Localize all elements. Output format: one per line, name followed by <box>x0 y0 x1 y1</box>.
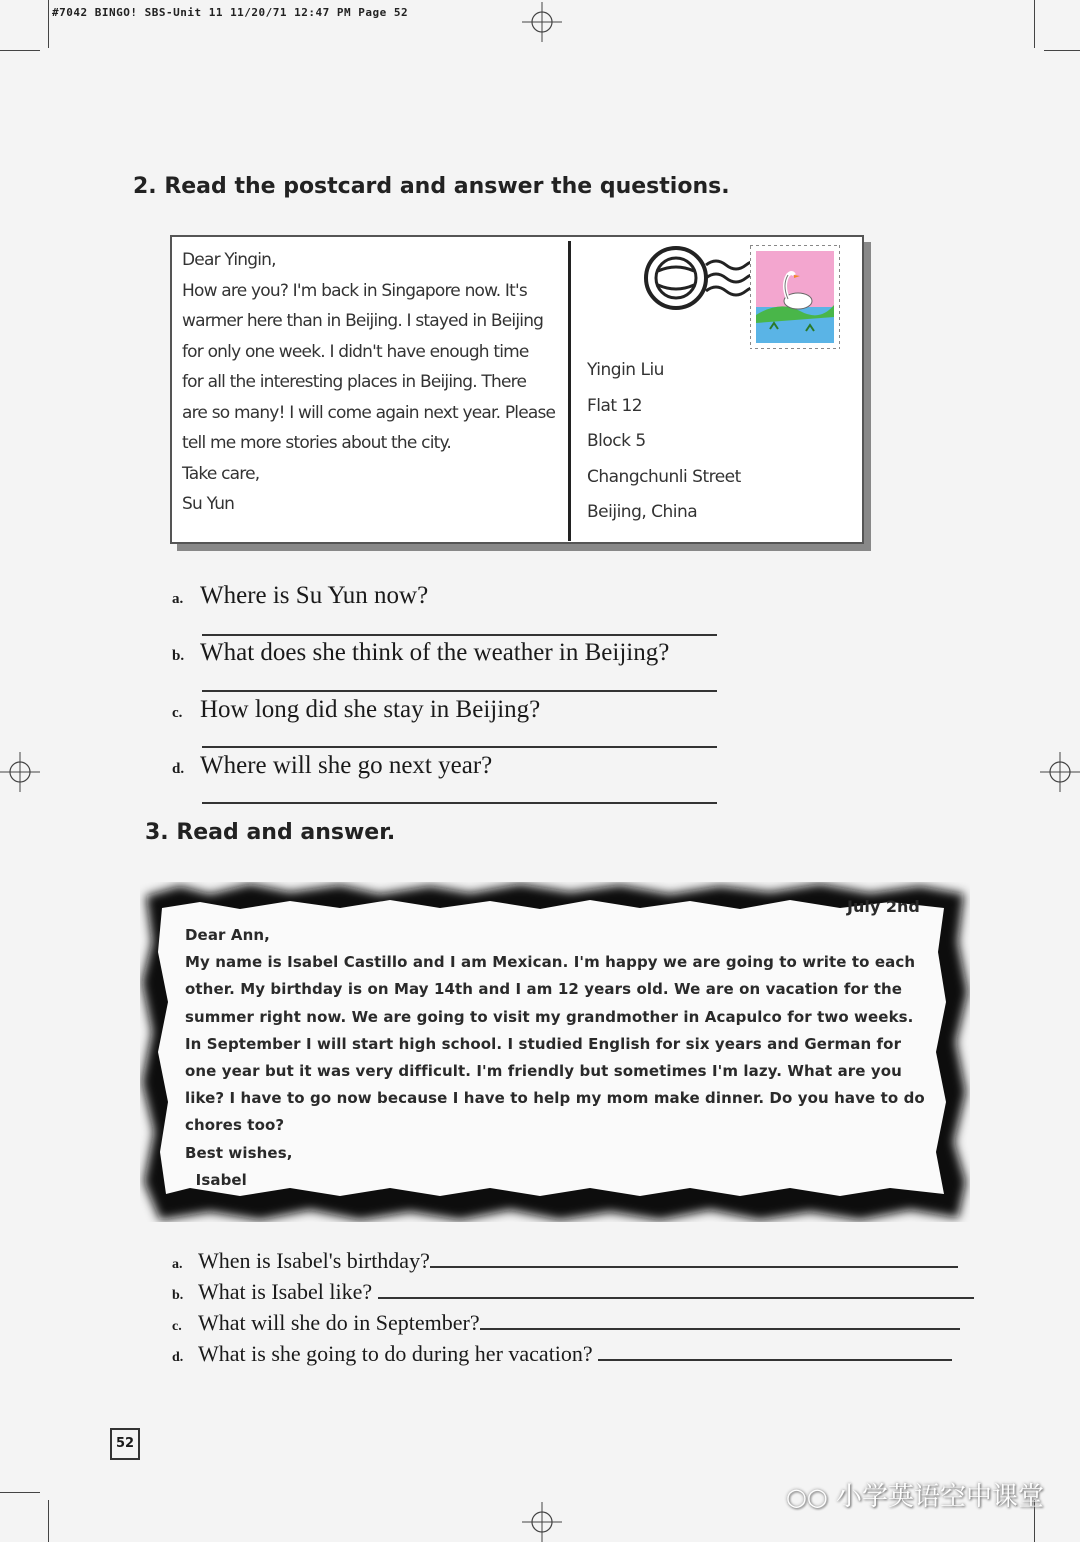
question-text: What will she do in September? <box>198 1310 480 1335</box>
letter-line: like? I have to go now because I have to help my mom make dinner. Do you have to do <box>185 1089 925 1108</box>
crop-mark <box>1034 0 1035 48</box>
letter-line: summer right now. We are going to visit my grandmother in Acapulco for two weeks. <box>185 1007 914 1026</box>
address-line: Beijing, China <box>587 502 698 522</box>
postcard-line: for only one week. I didn't have enough time <box>182 341 529 362</box>
question-letter: a. <box>172 1257 183 1272</box>
question-letter: a. <box>172 591 184 607</box>
registration-mark-icon <box>522 1502 562 1542</box>
question-letter: b. <box>172 1288 184 1303</box>
question-letter: c. <box>172 1319 182 1334</box>
registration-mark-icon <box>0 752 40 792</box>
wechat-icon: ○○ <box>785 1483 828 1511</box>
answer-line[interactable] <box>202 634 717 636</box>
letter-line: Best wishes, <box>185 1143 293 1162</box>
question-letter: d. <box>172 761 185 777</box>
question-letter: b. <box>172 648 185 664</box>
question-text: What is she going to do during her vacation? <box>198 1341 593 1366</box>
letter-line: other. My birthday is on May 14th and I am 12 years old. We are on vacation for the <box>185 980 903 999</box>
question-row <box>172 696 540 724</box>
isabel-letter <box>185 922 930 1194</box>
letter-line: My name is Isabel Castillo and I am Mexican. I'm happy we are going to write to each <box>185 953 916 972</box>
question-text: Where will she go next year? <box>200 752 493 779</box>
crop-mark <box>48 0 49 48</box>
crop-mark <box>1044 50 1080 51</box>
crop-mark <box>0 50 40 51</box>
question-letter: c. <box>172 705 183 721</box>
postcard-line: for all the interesting places in Beijing. There <box>182 372 527 392</box>
answer-line[interactable] <box>202 746 717 748</box>
answer-line[interactable] <box>598 1339 952 1361</box>
section-2-heading: 2. Read the postcard and answer the questions. <box>133 174 730 199</box>
letter-line: one year but it was very difficult. I'm friendly but sometimes I'm lazy. What are you <box>185 1062 902 1081</box>
answer-line[interactable] <box>378 1277 974 1299</box>
address-line: Yingin Liu <box>587 360 664 380</box>
letter-line: chores too? <box>185 1116 285 1135</box>
letter-line: Dear Ann, <box>185 926 270 944</box>
postcard-line: Su Yun <box>182 494 235 514</box>
postcard-line: warmer here than in Beijing. I stayed in Beijing <box>182 311 544 331</box>
postcard-line: tell me more stories about the city. <box>182 433 451 453</box>
letter-line: Isabel <box>185 1170 247 1189</box>
postcard-message <box>182 245 562 520</box>
letter-date: July 2nd <box>847 897 920 916</box>
answer-line[interactable] <box>430 1246 958 1268</box>
answer-line[interactable] <box>202 690 717 692</box>
watermark-text: 小学英语空中课堂 <box>835 1482 1044 1512</box>
postcard-line: Dear Yingin, <box>182 250 276 270</box>
registration-mark-icon <box>522 2 562 42</box>
address-line: Flat 12 <box>587 395 643 416</box>
question-text: What does she think of the weather in Beijing? <box>200 639 670 666</box>
question-text: Where is Su Yun now? <box>200 582 429 609</box>
question-row <box>172 752 492 780</box>
answer-line[interactable] <box>202 802 717 804</box>
postcard-line: Take care, <box>182 463 260 484</box>
address-line: Block 5 <box>587 431 646 451</box>
postcard-line: are so many! I will come again next year. Please <box>182 402 556 423</box>
question-text: What is Isabel like? <box>198 1279 373 1304</box>
registration-mark-icon <box>1040 752 1080 792</box>
page-number: 52 <box>110 1428 140 1460</box>
postcard-address <box>587 353 741 531</box>
stamp-swan-icon <box>750 245 840 349</box>
crop-mark <box>48 1500 49 1542</box>
postcard <box>170 235 864 544</box>
address-line: Changchunli Street <box>587 466 741 487</box>
question-text: How long did she stay in Beijing? <box>200 696 541 723</box>
postcard-divider <box>568 241 571 541</box>
question-row <box>172 582 428 610</box>
letter-line: In September I will start high school. I studied English for six years and German for <box>185 1034 902 1053</box>
watermark <box>786 1476 1044 1513</box>
answer-line[interactable] <box>480 1308 960 1330</box>
question-row <box>172 1277 974 1305</box>
question-row <box>172 639 669 667</box>
crop-mark <box>0 1492 40 1493</box>
postcard-line: How are you? I'm back in Singapore now. It's <box>182 280 527 301</box>
section-3-heading: 3. Read and answer. <box>145 820 396 845</box>
question-letter: d. <box>172 1350 184 1365</box>
question-row <box>172 1339 952 1367</box>
question-text: When is Isabel's birthday? <box>198 1248 430 1273</box>
printer-slug: #7042 BINGO! SBS-Unit 11 11/20/71 12:47 PM Page 52 <box>52 6 409 19</box>
question-row <box>172 1308 960 1336</box>
question-row <box>172 1246 958 1274</box>
